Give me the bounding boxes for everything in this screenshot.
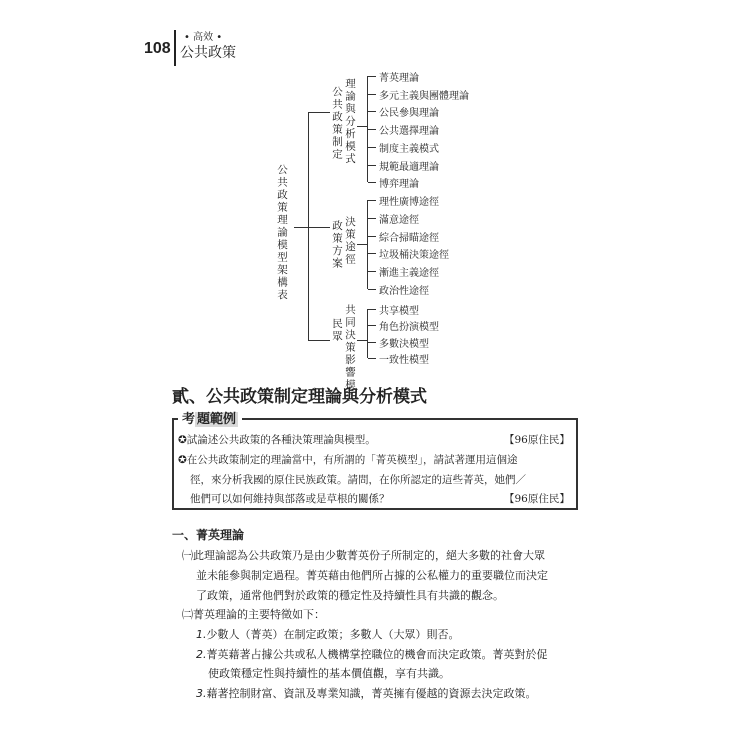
- list-item-2-number: 2.: [196, 648, 207, 661]
- group3-label-col2: 民眾: [331, 318, 343, 343]
- tree-branch-2: [308, 227, 330, 228]
- tree-leaf-item: 制度主義模式: [379, 144, 439, 155]
- header-title: 公共政策: [180, 45, 236, 61]
- tree-root-label: 公共政策理論模型架構表: [276, 164, 288, 302]
- list-item-3-number: 3.: [196, 687, 207, 700]
- group2-label-col1: 決策途徑: [344, 216, 356, 266]
- tree-leaf-item: 菁英理論: [379, 73, 419, 84]
- exam-question-1: ✪試論述公共政策的各種決策理論與模型。: [178, 434, 376, 446]
- tree-leaf-tick: [368, 165, 376, 166]
- tree-leaf-tick: [368, 147, 376, 148]
- paragraph-1-line-1: ㈠此理論認為公共政策乃是由少數菁英份子所制定的，絕大多數的社會大眾: [182, 549, 545, 562]
- list-item-1: [196, 626, 460, 642]
- exam-box-title-prefix: 考: [182, 412, 196, 427]
- group3-bracket: [367, 309, 368, 358]
- list-item-3-text: 藉著控制財富、資訊及專業知識，菁英擁有優越的資源去決定政策。: [206, 687, 537, 700]
- tree-leaf-tick: [368, 309, 376, 310]
- group1-label-col1: 理論與分析模式: [344, 78, 356, 166]
- tree-leaf-tick: [368, 358, 376, 359]
- group2-bracket: [367, 200, 368, 289]
- group3-connector: [357, 340, 367, 341]
- group2-label-col2: 政策方案: [331, 220, 343, 270]
- list-item-1-text: 少數人（菁英）在制定政策；多數人（大眾）則否。: [206, 628, 460, 641]
- paragraph-2: ㈡菁英理論的主要特徵如下：: [182, 608, 325, 621]
- tree-leaf-item: 規範最適理論: [379, 162, 439, 173]
- tree-leaf-tick: [368, 342, 376, 343]
- exam-question-2-line-1: ✪在公共政策制定的理論當中，有所謂的「菁英模型」，請試著運用這個途: [178, 454, 518, 466]
- tree-leaf-tick: [368, 253, 376, 254]
- tree-leaf-item: 政治性途徑: [379, 286, 429, 297]
- tree-leaf-item: 一致性模型: [379, 355, 429, 366]
- tree-leaf-item: 共享模型: [379, 306, 419, 317]
- exam-question-2-line-2: 徑，來分析我國的原住民族政策。請問，在你所認定的這些菁英，她們／: [190, 474, 526, 486]
- list-item-2-continuation: 使政策穩定性與持續性的基本價值觀，享有共識。: [208, 667, 450, 680]
- list-item-2: [196, 646, 548, 662]
- tree-leaf-item: 垃圾桶決策途徑: [379, 250, 449, 261]
- group1-label-col2: 公共政策制定: [331, 86, 343, 161]
- group1-connector: [357, 126, 367, 127]
- tree-leaf-item: 公共選擇理論: [379, 126, 439, 137]
- tree-leaf-item: 公民參與理論: [379, 108, 439, 119]
- tree-leaf-tick: [368, 200, 376, 201]
- header-brand: • 高效 •: [184, 32, 223, 43]
- tree-leaf-tick: [368, 271, 376, 272]
- section-title: 貳、公共政策制定理論與分析模式: [172, 387, 427, 407]
- tree-leaf-tick: [368, 182, 376, 183]
- tree-leaf-item: 多元主義與團體理論: [379, 91, 469, 102]
- tree-leaf-item: 角色扮演模型: [379, 322, 439, 333]
- exam-question-2-source: 【96原住民】: [504, 493, 570, 505]
- subsection-heading: 一、菁英理論: [172, 528, 245, 542]
- list-item-3: [196, 685, 537, 701]
- tree-leaf-tick: [368, 325, 376, 326]
- tree-leaf-tick: [368, 236, 376, 237]
- header-divider: [174, 30, 176, 66]
- tree-leaf-tick: [368, 111, 376, 112]
- page-number: 108: [144, 40, 171, 57]
- tree-leaf-item: 理性廣博途徑: [379, 197, 439, 208]
- tree-root-connector: [294, 227, 308, 228]
- paragraph-1-line-2: 並未能參與制定過程。菁英藉由他們所占據的公私權力的重要職位而決定: [196, 569, 548, 582]
- group2-connector: [357, 244, 367, 245]
- group3-label-col1: 共同決策影響模: [344, 304, 356, 392]
- list-item-1-number: 1.: [196, 628, 207, 641]
- list-item-2-text: 菁英藉著占據公共或私人機構掌控職位的機會而決定政策。菁英對於促: [206, 648, 548, 661]
- exam-question-2-line-3: 他們可以如何維持與部落或是草根的關係？: [190, 493, 390, 505]
- tree-branch-1: [308, 112, 330, 113]
- exam-box-title: [178, 408, 242, 427]
- tree-leaf-tick: [368, 76, 376, 77]
- tree-branch-3: [308, 340, 330, 341]
- tree-leaf-tick: [368, 218, 376, 219]
- tree-leaf-item: 漸進主義途徑: [379, 268, 439, 279]
- tree-leaf-tick: [368, 129, 376, 130]
- tree-leaf-item: 博弈理論: [379, 179, 419, 190]
- tree-leaf-item: 多數決模型: [379, 339, 429, 350]
- exam-box-title-highlight: 題範例: [197, 412, 237, 427]
- exam-question-1-source: 【96原住民】: [504, 434, 570, 446]
- tree-leaf-tick: [368, 94, 376, 95]
- tree-main-trunk: [308, 112, 309, 340]
- paragraph-1-line-3: 了政策，通常他們對於政策的穩定性及持續性具有共識的觀念。: [196, 589, 504, 602]
- tree-leaf-tick: [368, 289, 376, 290]
- tree-leaf-item: 滿意途徑: [379, 215, 419, 226]
- tree-leaf-item: 綜合掃瞄途徑: [379, 233, 439, 244]
